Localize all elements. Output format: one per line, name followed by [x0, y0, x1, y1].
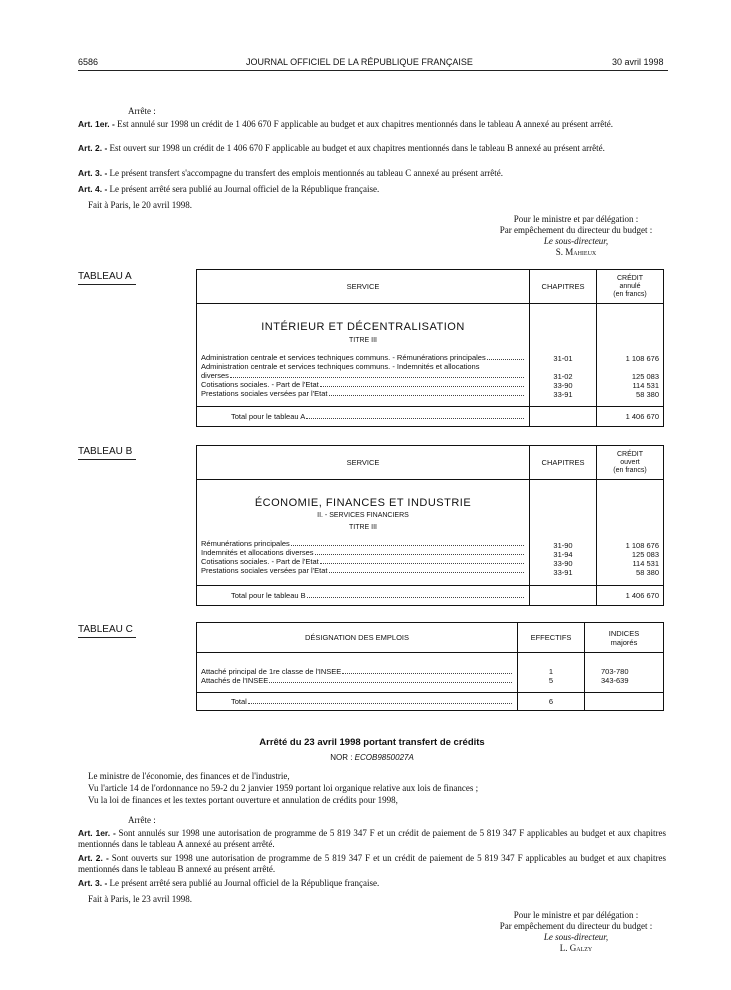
indices-header: INDICES majorés	[585, 623, 664, 653]
signature-block	[486, 910, 666, 954]
header-rule	[78, 70, 668, 71]
article-text: Le présent arrêté sera publié au Journal officiel de la République française.	[109, 878, 380, 888]
signature-block	[486, 214, 666, 258]
preamble-line: Le ministre de l'économie, des finances et de l'industrie,	[88, 771, 290, 781]
table-row: Prestations sociales versées par l'Etat	[201, 566, 525, 575]
signature-line: Pour le ministre et par délégation :	[513, 214, 639, 224]
table-row: Prestations sociales versées par l'Etat	[201, 389, 525, 398]
credit-header: CRÉDIT annulé (en francs)	[597, 270, 664, 304]
total-row: Total pour le tableau B	[231, 591, 525, 600]
signature-title: Le sous-directeur,	[543, 236, 609, 246]
issue-date: 30 avril 1998	[612, 57, 664, 67]
montant-cell: 58 380	[636, 390, 659, 399]
tableau-a	[196, 269, 664, 427]
preamble-line: Vu l'article 14 de l'ordonnance no 59-2 du 2 janvier 1959 portant loi organique relative aux lois de finances ;	[88, 783, 479, 793]
table-row: Attaché principal de 1re classe de l'INSEE	[201, 667, 513, 676]
montant-cell: 58 380	[636, 568, 659, 577]
article-text: Le présent arrêté sera publié au Journal officiel de la République française.	[109, 184, 380, 194]
table-row: Cotisations sociales. - Part de l'Etat	[201, 380, 525, 389]
fait-a-paris: Fait à Paris, le 23 avril 1998.	[88, 894, 192, 904]
chapitre-cell: 31-94	[553, 550, 573, 559]
nor-reference: NOR : ECOB9850027A	[330, 753, 414, 762]
signature-line: Par empêchement du directeur du budget :	[499, 921, 653, 931]
signatory-name: S. Mahieux	[555, 247, 597, 257]
indice-cell: 703-780	[601, 667, 629, 676]
article-label: Art. 1er. -	[78, 119, 115, 129]
table-row: Indemnités et allocations diverses	[201, 548, 525, 557]
table-row: Administration centrale et services techniques communs. - Rémunérations principales	[201, 353, 525, 362]
chapitre-cell: 33-91	[553, 568, 573, 577]
chapitres-header: CHAPITRES	[530, 446, 597, 480]
total-value: 1 406 670	[597, 586, 664, 606]
article-text: Sont ouverts sur 1998 une autorisation de programme de 5 819 347 F et un crédit de paiement de 5 819 347 F applicables au budget et aux chapitres mentionnés dans le tableau B annexé au présent arrêté.	[78, 853, 667, 874]
article-text: Sont annulés sur 1998 une autorisation de programme de 5 819 347 F et un crédit de paiement de 5 819 347 F applicables au budget et aux chapitres mentionnés dans le tableau A annexé au présent arrêté.	[78, 828, 666, 849]
article-text: Le présent transfert s'accompagne du transfert des emplois mentionnés au tableau C annexé au présent arrêté.	[109, 168, 503, 178]
signature-title: Le sous-directeur,	[543, 932, 609, 942]
effectif-cell: 5	[548, 676, 554, 685]
article-text: Est ouvert sur 1998 un crédit de 1 406 670 F applicable au budget et aux chapitres mentionnés dans le tableau B annexé au présent arrêté.	[109, 143, 605, 153]
chapitre-cell: 31-90	[553, 541, 573, 550]
indice-cell: 343-639	[601, 676, 629, 685]
article-text: Est annulé sur 1998 un crédit de 1 406 670 F applicable au budget et aux chapitres mentionnés dans le tableau A annexé au présent arrêté.	[117, 119, 613, 129]
tableau-a-label: TABLEAU A	[78, 271, 136, 285]
effectif-cell: 1	[548, 667, 554, 676]
fait-a-paris: Fait à Paris, le 20 avril 1998.	[88, 200, 192, 210]
titre: TITRE III	[349, 524, 377, 531]
journal-title: JOURNAL OFFICIEL DE LA RÉPUBLIQUE FRANÇAISE	[246, 57, 473, 67]
chapitre-cell: 33-90	[553, 381, 573, 390]
article-label: Art. 3. -	[78, 878, 108, 888]
article-2	[78, 853, 666, 875]
montant-cell: 125 083	[631, 372, 659, 381]
arrete-label: Arrête :	[128, 106, 156, 116]
article-3	[78, 168, 666, 179]
article-label: Art. 1er. -	[78, 828, 116, 838]
page-number: 6586	[78, 57, 99, 67]
article-label: Art. 3. -	[78, 168, 108, 178]
titre: TITRE III	[349, 337, 377, 344]
arrete-label: Arrête :	[128, 815, 156, 825]
article-1	[78, 828, 666, 850]
chapitre-cell: 33-91	[553, 390, 573, 399]
montant-cell: 1 108 676	[625, 541, 659, 550]
service-header: SERVICE	[197, 270, 530, 304]
article-3	[78, 878, 666, 889]
table-row: Administration centrale et services techniques communs. - Indemnités et allocations	[201, 362, 480, 371]
tableau-b-label: TABLEAU B	[78, 446, 136, 460]
section-title: ÉCONOMIE, FINANCES ET INDUSTRIE	[254, 497, 472, 509]
tableau-c	[196, 622, 664, 711]
table-row: diverses	[201, 371, 525, 380]
chapitre-cell: 31-02	[553, 372, 573, 381]
tableau-c-label: TABLEAU C	[78, 624, 136, 638]
montant-cell: 1 108 676	[625, 354, 659, 363]
signature-line: Par empêchement du directeur du budget :	[499, 225, 653, 235]
table-row: Attachés de l'INSEE	[201, 676, 513, 685]
article-2	[78, 143, 666, 154]
article-4	[78, 184, 666, 195]
total-row: Total pour le tableau A	[231, 412, 525, 421]
total-row: Total	[231, 697, 513, 706]
chapitre-cell: 31-01	[553, 354, 573, 363]
preamble-line: Vu la loi de finances et les textes portant ouverture et annulation de crédits pour 1998,	[88, 795, 398, 805]
montant-cell: 125 083	[631, 550, 659, 559]
total-value: 1 406 670	[597, 407, 664, 427]
effectifs-header: EFFECTIFS	[518, 623, 585, 653]
chapitre-cell: 33-90	[553, 559, 573, 568]
section-title: INTÉRIEUR ET DÉCENTRALISATION	[261, 321, 465, 333]
service-header: SERVICE	[197, 446, 530, 480]
article-label: Art. 2. -	[78, 853, 109, 863]
article-1	[78, 119, 666, 130]
table-row: Cotisations sociales. - Part de l'Etat	[201, 557, 525, 566]
signatory-name: L. Galzy	[559, 943, 593, 953]
signature-line: Pour le ministre et par délégation :	[513, 910, 639, 920]
montant-cell: 114 531	[632, 381, 659, 390]
montant-cell: 114 531	[632, 559, 659, 568]
subsection: II. - SERVICES FINANCIERS	[317, 512, 409, 519]
designation-header: DÉSIGNATION DES EMPLOIS	[197, 623, 518, 653]
article-label: Art. 2. -	[78, 143, 108, 153]
table-row: Rémunérations principales	[201, 539, 525, 548]
chapitres-header: CHAPITRES	[530, 270, 597, 304]
credit-header: CRÉDIT ouvert (en francs)	[597, 446, 664, 480]
decree-title: Arrêté du 23 avril 1998 portant transfert de crédits	[259, 737, 485, 748]
tableau-b	[196, 445, 664, 606]
total-value: 6	[518, 693, 585, 711]
article-label: Art. 4. -	[78, 184, 108, 194]
